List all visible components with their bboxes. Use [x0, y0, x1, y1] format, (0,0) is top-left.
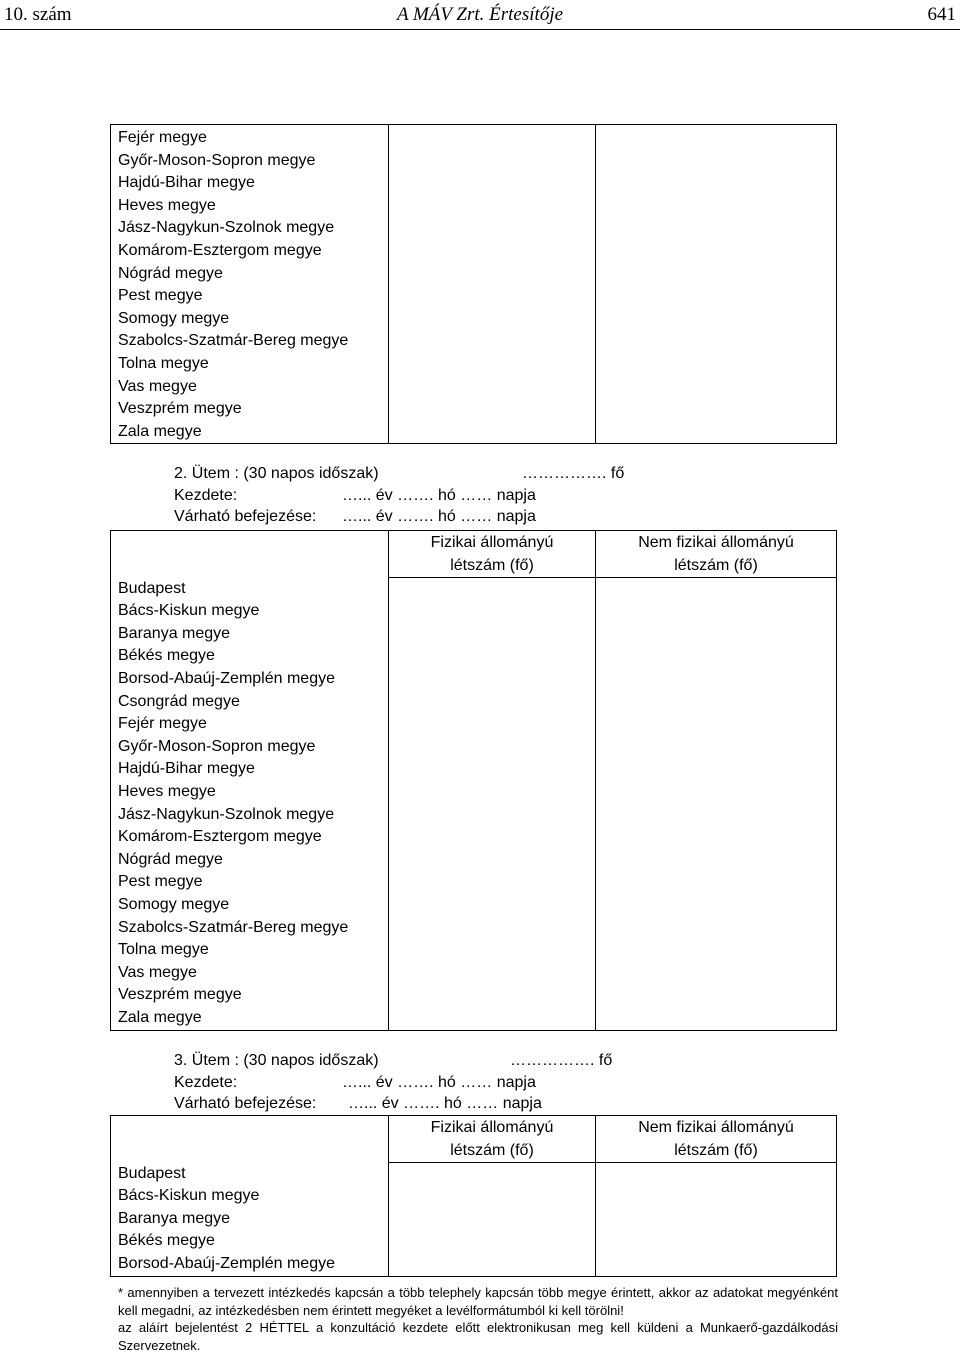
county-table-c	[110, 1115, 837, 1277]
county-row: Jász-Nagykun-Szolnok megye	[118, 219, 335, 237]
county-row: Zala megye	[118, 1008, 202, 1026]
county-row: Bács-Kiskun megye	[118, 1187, 260, 1205]
footnote-submission: az aláírt bejelentést 2 HÉTTEL a konzultáció kezdete előtt elektronikusan meg kell küldeni a Munkaerő-gazdálkodási Szervezetnek.	[118, 1320, 838, 1353]
nonphysical-count-cell[interactable]	[596, 578, 837, 1030]
nonphysical-count-cell[interactable]	[596, 1163, 837, 1276]
footnote-counties: * amennyiben a tervezett intézkedés kapcsán a több telephely kapcsán több megye érintett, akkor az adatokat megyénként kell megadni, az intézkedésben nem érintett megyéket a levélformátumból ki kell törölni!	[118, 1285, 838, 1318]
county-row: Komárom-Esztergom megye	[118, 241, 322, 259]
issue-number: 10. szám	[4, 4, 72, 25]
county-list	[111, 125, 389, 444]
county-row: Békés megye	[118, 647, 215, 665]
county-row: Tolna megye	[118, 354, 209, 372]
start-date: …... év ……. hó …… napja	[342, 486, 536, 504]
stage-title: 3. Ütem : (30 napos időszak)	[174, 1052, 379, 1069]
county-row: Borsod-Abaúj-Zemplén megye	[118, 670, 335, 688]
county-row: Békés megye	[118, 1232, 215, 1250]
county-row: Szabolcs-Szatmár-Bereg megye	[118, 332, 349, 350]
county-row: Hajdú-Bihar megye	[118, 760, 255, 778]
county-row: Somogy megye	[118, 896, 230, 913]
county-row: Tolna megye	[118, 941, 209, 959]
county-list	[111, 578, 389, 1030]
county-row: Fejér megye	[118, 129, 207, 146]
county-row: Baranya megye	[118, 624, 231, 642]
publication-title: A MÁV Zrt. Értesítője	[396, 4, 564, 25]
footnotes	[118, 1284, 838, 1354]
county-row: Jász-Nagykun-Szolnok megye	[118, 805, 335, 823]
county-row: Somogy megye	[118, 309, 230, 327]
nonphysical-count-cell[interactable]	[596, 125, 837, 444]
page-number: 641	[927, 4, 956, 25]
county-row: Baranya megye	[118, 1209, 231, 1227]
end-label: Várható befejezése:	[174, 1095, 317, 1113]
physical-count-cell[interactable]	[389, 125, 596, 444]
end-label: Várható befejezése:	[174, 508, 317, 526]
county-row: Borsod-Abaúj-Zemplén megye	[118, 1255, 335, 1273]
start-label: Kezdete:	[174, 1073, 238, 1091]
headcount-blank: ……………. fő	[522, 465, 625, 482]
stage-title: 2. Ütem : (30 napos időszak)	[174, 465, 379, 482]
end-date: …... év ……. hó …… napja	[348, 1095, 542, 1113]
headcount-blank: ……………. fő	[510, 1052, 613, 1069]
county-row: Fejér megye	[118, 715, 207, 733]
county-row: Bács-Kiskun megye	[118, 602, 260, 620]
physical-header: Fizikai állományú létszám (fő)	[389, 531, 596, 578]
county-row: Győr-Moson-Sopron megye	[118, 737, 316, 755]
county-row: Heves megye	[118, 783, 216, 801]
physical-count-cell[interactable]	[389, 578, 596, 1030]
county-row: Budapest	[118, 579, 186, 597]
county-list	[111, 1163, 389, 1276]
county-row: Nógrád megye	[118, 850, 223, 868]
county-table-b	[110, 530, 837, 1031]
nonphysical-header: Nem fizikai állományú létszám (fő)	[596, 531, 837, 578]
county-row: Pest megye	[118, 287, 203, 305]
county-row: Vas megye	[118, 377, 197, 395]
county-row: Hajdú-Bihar megye	[118, 174, 255, 192]
header-rule	[0, 29, 960, 30]
physical-count-cell[interactable]	[389, 1163, 596, 1276]
start-label: Kezdete:	[174, 486, 238, 504]
county-row: Zala megye	[118, 422, 202, 440]
nonphysical-header: Nem fizikai állományú létszám (fő)	[596, 1116, 837, 1163]
county-row: Heves megye	[118, 196, 216, 214]
county-row: Szabolcs-Szatmár-Bereg megye	[118, 918, 349, 936]
county-table-a	[110, 124, 837, 444]
county-row: Pest megye	[118, 873, 203, 891]
physical-header: Fizikai állományú létszám (fő)	[389, 1116, 596, 1163]
county-row: Csongrád megye	[118, 692, 240, 710]
county-row: Veszprém megye	[118, 400, 242, 418]
county-row: Budapest	[118, 1164, 186, 1182]
page-header	[0, 0, 960, 34]
county-row: Nógrád megye	[118, 264, 223, 282]
county-row: Győr-Moson-Sopron megye	[118, 151, 316, 169]
county-row: Vas megye	[118, 963, 197, 981]
county-row: Komárom-Esztergom megye	[118, 828, 322, 846]
county-row: Veszprém megye	[118, 986, 242, 1004]
end-date: …... év ……. hó …… napja	[342, 508, 536, 526]
start-date: …... év ……. hó …… napja	[342, 1073, 536, 1091]
